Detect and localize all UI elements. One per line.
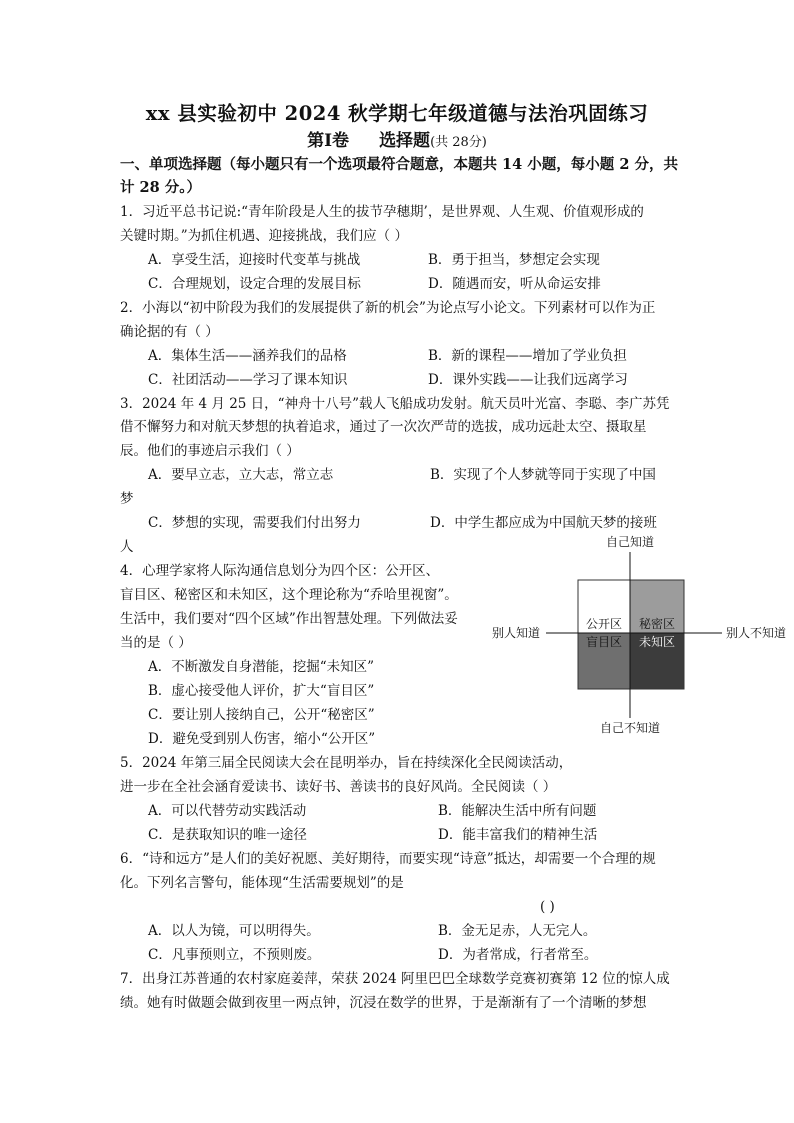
instructions-line-2: 计 28 分。） [120, 179, 202, 196]
quadrant-unknown-label: 未知区 [638, 635, 676, 649]
q4-stem-3: 生活中，我们要对“四个区域”作出智慧处理。下列做法妥 [120, 611, 458, 627]
q5-option-a: A．可以代替劳动实践活动 [148, 803, 307, 819]
q3-option-b: B．实现了个人梦就等同于实现了中国 [430, 467, 656, 483]
q2-option-d: D．课外实践——让我们远离学习 [428, 372, 628, 388]
label-left: 别人知道 [492, 626, 541, 640]
quadrant-open-label: 公开区 [585, 617, 623, 631]
q5-option-c: C．是获取知识的唯一途径 [148, 827, 307, 843]
q3-stem-2: 借不懈努力和对航天梦想的执着追求，通过了一次次严苛的选拔，成功远赴太空、摄取星 [120, 419, 647, 435]
q3-option-b-cont: 梦 [120, 491, 134, 507]
section-label: 选择题 [379, 131, 431, 151]
q1-option-b: B．勇于担当，梦想定会实现 [428, 252, 600, 268]
score-note: (共 28分) [430, 135, 487, 150]
q6-stem-2: 化。下列名言警句，能体现“生活需要规划”的是 [120, 875, 404, 891]
q2-stem-2: 确论据的有（ ） [120, 324, 219, 340]
q3-option-d: D．中学生都应成为中国航天梦的接班 [430, 515, 657, 531]
q3-stem-3: 辰。他们的事迹启示我们（ ） [120, 443, 300, 459]
q4-stem-4: 当的是（ ） [120, 635, 192, 651]
part-label: 第Ⅰ卷 [307, 131, 350, 151]
q4-option-c: C．要让别人接纳自己，公开“秘密区” [148, 707, 375, 723]
q3-stem-1: 3．2024 年 4 月 25 日，“神舟十八号”载人飞船成功发射。航天员叶光富、李聪、李广苏凭 [120, 396, 670, 412]
q4-option-b: B．虚心接受他人评价，扩大“盲目区” [148, 683, 375, 699]
q1-stem-1: 1．习近平总书记说:“青年阶段是人生的拔节孕穗期’，是世界观、人生观、价值观形成的 [120, 204, 644, 220]
q5-stem-2: 进一步在全社会涵育爱读书、读好书、善读书的良好风尚。全民阅读（ ） [120, 779, 557, 795]
q1-option-a: A．享受生活，迎接时代变革与挑战 [148, 252, 361, 268]
johari-window-diagram [488, 530, 794, 740]
q7-stem-1: 7．出身江苏普通的农村家庭姜萍，荣获 2024 阿里巴巴全球数学竞赛初赛第 12 位的惊人成 [120, 971, 670, 987]
q3-option-d-cont: 人 [120, 539, 134, 555]
q6-answer-paren: ( ) [540, 899, 555, 915]
q6-stem-1: 6．“诗和远方”是人们的美好祝愿、美好期待，而要实现“诗意”抵达，却需要一个合理的规 [120, 851, 656, 867]
q1-option-c: C．合理规划，设定合理的发展目标 [148, 276, 361, 292]
q1-stem-2: 关键时期。”为抓住机遇、迎接挑战，我们应（ ） [120, 228, 408, 244]
q6-option-d: D．为者常成，行者常至。 [438, 947, 598, 963]
q4-stem-1: 4．心理学家将人际沟通信息划分为四个区：公开区、 [120, 563, 440, 579]
q2-option-c: C．社团活动——学习了课本知识 [148, 372, 348, 388]
q2-option-b: B．新的课程——增加了学业负担 [428, 348, 627, 364]
q2-stem-1: 2．小海以“初中阶段为我们的发展提供了新的机会”为论点写小论文。下列素材可以作为正 [120, 300, 656, 316]
q2-option-a: A．集体生活——涵养我们的品格 [148, 348, 347, 364]
label-right: 别人不知道 [726, 626, 787, 640]
q4-option-d: D．避免受到别人伤害，缩小“公开区” [148, 731, 376, 747]
q7-stem-2: 绩。她有时做题会做到夜里一两点钟，沉浸在数学的世界，于是渐渐有了一个清晰的梦想 [120, 995, 647, 1011]
q5-stem-1: 5．2024 年第三届全民阅读大会在昆明举办，旨在持续深化全民阅读活动， [120, 755, 573, 771]
section-heading [0, 126, 794, 151]
q4-option-a: A．不断激发自身潜能，挖掘“未知区” [148, 659, 375, 675]
page-title: xx 县实验初中 2024 秋学期七年级道德与法治巩固练习 [145, 102, 649, 125]
q6-option-a: A．以人为镜，可以明得失。 [148, 923, 320, 939]
q6-option-b: B．金无足赤，人无完人。 [438, 923, 597, 939]
quadrant-secret-label: 秘密区 [638, 617, 676, 631]
instructions-line-1: 一、单项选择题（每小题只有一个选项最符合题意，本题共 14 小题，每小题 2 分，共 [120, 156, 678, 173]
q3-option-c: C．梦想的实现，需要我们付出努力 [148, 515, 361, 531]
q3-option-a: A．要早立志，立大志，常立志 [148, 467, 334, 483]
q5-option-d: D．能丰富我们的精神生活 [438, 827, 598, 843]
quadrant-blind-label: 盲目区 [585, 635, 623, 649]
label-bottom: 自己不知道 [599, 721, 661, 735]
label-top: 自己知道 [605, 535, 655, 549]
q4-stem-2: 盲目区、秘密区和未知区，这个理论称为“乔哈里视窗”。 [120, 587, 458, 603]
q6-option-c: C．凡事预则立，不预则废。 [148, 947, 321, 963]
q5-option-b: B．能解决生活中所有问题 [438, 803, 597, 819]
q1-option-d: D．随遇而安，听从命运安排 [428, 276, 601, 292]
